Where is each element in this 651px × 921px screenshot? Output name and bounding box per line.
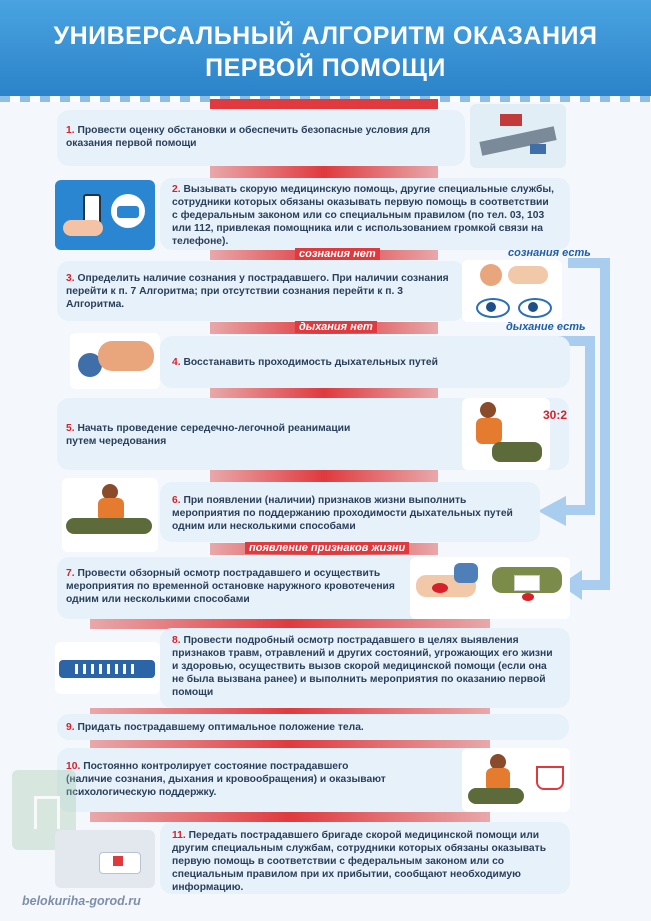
condition-breathing-no: дыхания нет xyxy=(295,321,377,333)
title-line-2: ПЕРВОЙ ПОМОЩИ xyxy=(205,54,446,82)
connector-4-5 xyxy=(210,388,438,398)
cpr-ratio: 30:2 xyxy=(543,408,568,422)
step-9-body: Придать пострадавшему оптимальное положение тела. xyxy=(77,722,364,733)
cpr-image xyxy=(462,398,550,470)
step-1-body: Провести оценку обстановки и обеспечить безопасные условия для оказания первой помощи xyxy=(66,125,431,149)
connector-1-2 xyxy=(210,166,438,178)
step-10-number: 10. xyxy=(66,761,81,772)
step-2-number: 2. xyxy=(172,184,181,195)
recovery-position-image xyxy=(62,478,158,552)
step-5-body: Начать проведение середечно-легочной реанимации путем чередования xyxy=(66,423,351,447)
step-2-body: Вызывать скорую медицинскую помощь, другие специальные службы, сотрудники которых обязаны оказывать первую помощь в соответствии с федеральным законом или со специальным правилом (по тел. 03, 103 или 112, привлекая помощника или с использованием громкой связи на телефоне). xyxy=(172,184,555,247)
step-3-text xyxy=(66,272,451,311)
step-11-text xyxy=(172,829,562,894)
condition-signs-of-life: появление признаков жизни xyxy=(245,542,409,554)
step-4-text xyxy=(172,356,557,369)
step-8-body: Провести подробный осмотр пострадавшего в целях выявления признаков травм, отравлений и других состояний, угрожающих его жизни и здоровью, осуществить вызов скорой медицинской помощи (если она не была вызвана ранее) и выполнить мероприятия по оказанию первой помощи xyxy=(172,635,553,698)
splint-image xyxy=(55,642,160,694)
ambulance-image xyxy=(55,830,155,888)
step-10-text xyxy=(66,760,386,799)
step-5-text xyxy=(66,422,366,448)
step-6-number: 6. xyxy=(172,495,181,506)
step-1-number: 1. xyxy=(66,125,75,136)
site-url: belokuriha-gorod.ru xyxy=(22,894,141,908)
step-10-body: Постоянно контролирует состояние пострадавшего (наличие сознания, дыхания и кровообращения) и оказывают психологическую поддержку. xyxy=(66,761,386,798)
arrow-consciousness-yes xyxy=(600,258,610,588)
step-11-body: Передать пострадавшего бригаде скорой медицинской помощи или другим специальным службам, сотрудники которых обязаны оказывать первую помощь в соответствии с федеральным законом или со специальным правилом при их прибытии, сообщают необходимую информацию. xyxy=(172,830,547,893)
step-2-text xyxy=(172,183,557,248)
step-7-text xyxy=(66,567,406,606)
step-4-number: 4. xyxy=(172,357,181,368)
condition-consciousness-no: сознания нет xyxy=(295,248,380,260)
step-1-text xyxy=(66,124,451,150)
step-3-body: Определить наличие сознания у пострадавшего. При наличии сознания перейти к п. 7 Алгоритма; при отсутствии сознания перейти к п. 3 Алгоритма. xyxy=(66,273,449,310)
step-7-body: Провести обзорный осмотр пострадавшего и осуществить мероприятия по временной остановке наружного кровотечения одним или несколькими способами xyxy=(66,568,395,605)
arrow-breathing-yes xyxy=(585,336,595,511)
header-banner xyxy=(0,0,651,96)
connector-5-6 xyxy=(210,470,438,482)
bleeding-control-image xyxy=(410,557,570,619)
step-4-body: Восстанавить проходимость дыхательных путей xyxy=(183,357,438,368)
connector-top xyxy=(210,99,438,109)
step-9-number: 9. xyxy=(66,722,75,733)
airway-image xyxy=(70,333,160,389)
support-image xyxy=(462,748,570,812)
phone-call-image xyxy=(55,180,155,250)
check-consciousness-image xyxy=(462,260,562,322)
step-3-number: 3. xyxy=(66,273,75,284)
step-6-text xyxy=(172,494,532,533)
condition-consciousness-yes: сознания есть xyxy=(508,247,591,259)
step-8-number: 8. xyxy=(172,635,181,646)
step-6-body: При появлении (наличии) признаков жизни выполнить мероприятия по поддержанию проходимости дыхательных путей одним или несколькими способами xyxy=(172,495,513,532)
arrow-left-icon xyxy=(538,496,566,526)
step-7-number: 7. xyxy=(66,568,75,579)
step-11-number: 11. xyxy=(172,830,186,841)
connector-10-11 xyxy=(90,812,490,822)
arrow-consciousness-yes-bottom xyxy=(578,580,610,590)
arrow-consciousness-yes-top xyxy=(568,258,610,268)
step-5-number: 5. xyxy=(66,423,75,434)
scene-assessment-image xyxy=(470,104,566,168)
condition-breathing-yes: дыхание есть xyxy=(506,321,586,333)
step-9-text xyxy=(66,721,546,734)
step-8-text xyxy=(172,634,557,699)
title-line-1: УНИВЕРСАЛЬНЫЙ АЛГОРИТМ ОКАЗАНИЯ xyxy=(53,22,598,50)
